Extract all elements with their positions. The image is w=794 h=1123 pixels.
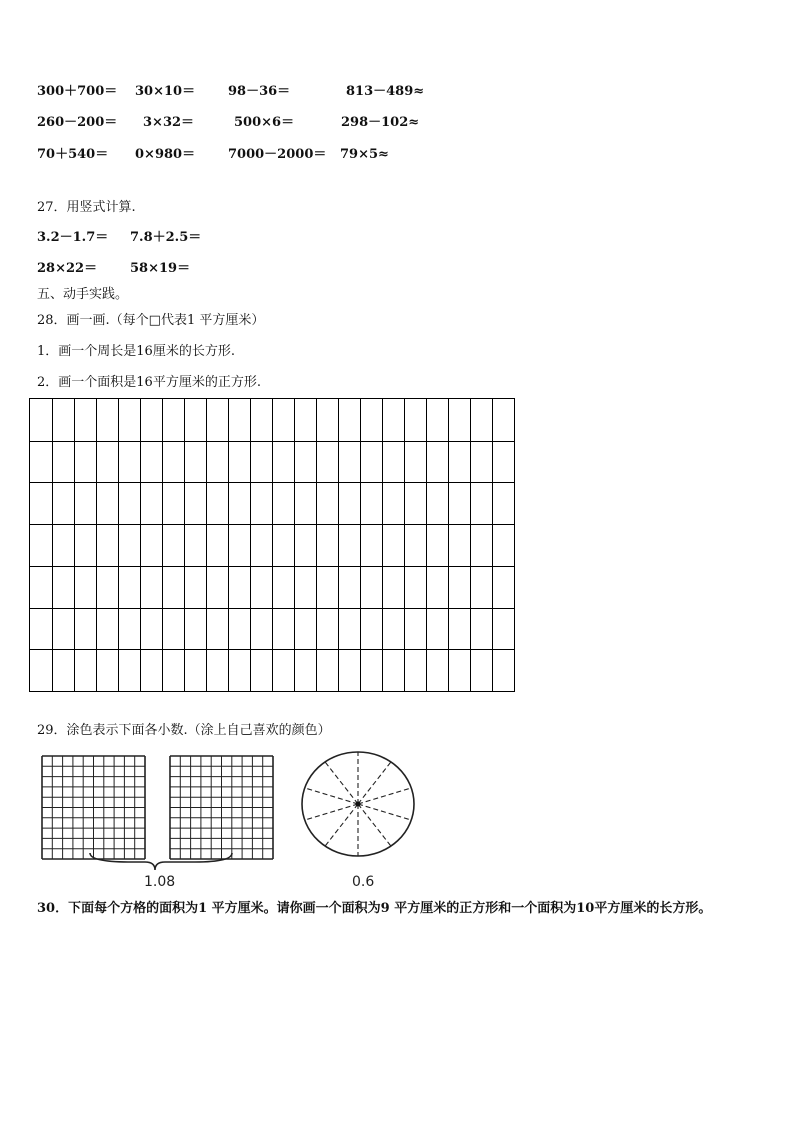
grid-col-line (404, 399, 405, 691)
q27-item-1: 3.2－1.7＝ (37, 230, 109, 245)
arith-r3-c3: 7000－2000＝ (228, 147, 327, 162)
q27-item-2: 7.8＋2.5＝ (130, 230, 202, 245)
arith-r2-c1: 260－200＝ (37, 115, 118, 130)
arith-r1-c1: 300＋700＝ (37, 84, 118, 99)
grid-col-line (272, 399, 273, 691)
arith-r1-c4: 813－489≈ (346, 84, 425, 99)
q28-sub2: 2．画一个面积是16平方厘米的正方形. (37, 375, 261, 390)
grid-col-line (162, 399, 163, 691)
arith-r3-c1: 70＋540＝ (37, 147, 109, 162)
grid-row-line (30, 482, 514, 483)
hundred-square-1[interactable] (42, 756, 145, 859)
grid-col-line (140, 399, 141, 691)
arith-r3-c2: 0×980＝ (135, 147, 196, 162)
q29-title: 29．涂色表示下面各小数.（涂上自己喜欢的颜色） (37, 723, 331, 738)
hundred-square-2[interactable] (170, 756, 273, 859)
grid-row-line (30, 441, 514, 442)
circle-center-dot (356, 802, 361, 807)
arith-r2-c2: 3×32＝ (143, 115, 195, 130)
circle-division-line (305, 788, 358, 804)
decimal-figures (30, 750, 440, 895)
grid-col-line (470, 399, 471, 691)
circle-division-line (358, 804, 391, 846)
grid-row-line (30, 608, 514, 609)
arith-r2-c3: 500×6＝ (234, 115, 295, 130)
circle-division-line (325, 804, 358, 846)
section-heading: 五、动手实践。 (37, 287, 129, 302)
grid-col-line (52, 399, 53, 691)
grid-row-line (30, 524, 514, 525)
grid-col-line (206, 399, 207, 691)
grid-col-line (426, 399, 427, 691)
grid-col-line (382, 399, 383, 691)
grid-col-line (294, 399, 295, 691)
grid-col-line (316, 399, 317, 691)
circle-division-line (325, 762, 358, 804)
q28-sub1: 1．画一个周长是16厘米的长方形. (37, 344, 235, 359)
grid-col-line (448, 399, 449, 691)
q30-title: 30．下面每个方格的面积为1 平方厘米。请你画一个面积为9 平方厘米的正方形和一个面积为10平方厘米的长方形。 (37, 901, 712, 916)
grid-col-line (118, 399, 119, 691)
tenths-circle[interactable] (302, 752, 414, 856)
circle-division-line (358, 788, 411, 804)
drawing-grid[interactable] (29, 398, 515, 692)
circle-division-line (358, 804, 411, 820)
arith-r1-c2: 30×10＝ (135, 84, 196, 99)
arith-r3-c4: 79×5≈ (340, 147, 389, 162)
circle-division-line (358, 762, 391, 804)
circle-division-line (305, 804, 358, 820)
arith-r2-c4: 298－102≈ (341, 115, 420, 130)
label-0-6: 0.6 (352, 874, 375, 890)
grid-col-line (492, 399, 493, 691)
grid-col-line (184, 399, 185, 691)
grid-col-line (74, 399, 75, 691)
grid-col-line (96, 399, 97, 691)
label-1-08: 1.08 (144, 874, 176, 890)
grid-col-line (250, 399, 251, 691)
q28-title: 28．画一画.（每个□代表1 平方厘米） (37, 313, 265, 328)
grid-col-line (228, 399, 229, 691)
q27-item-4: 58×19＝ (130, 261, 191, 276)
q27-item-3: 28×22＝ (37, 261, 98, 276)
grid-row-line (30, 649, 514, 650)
grid-row-line (30, 566, 514, 567)
grid-col-line (360, 399, 361, 691)
arith-r1-c3: 98－36＝ (228, 84, 291, 99)
grid-col-line (338, 399, 339, 691)
q27-title: 27．用竖式计算. (37, 200, 136, 215)
